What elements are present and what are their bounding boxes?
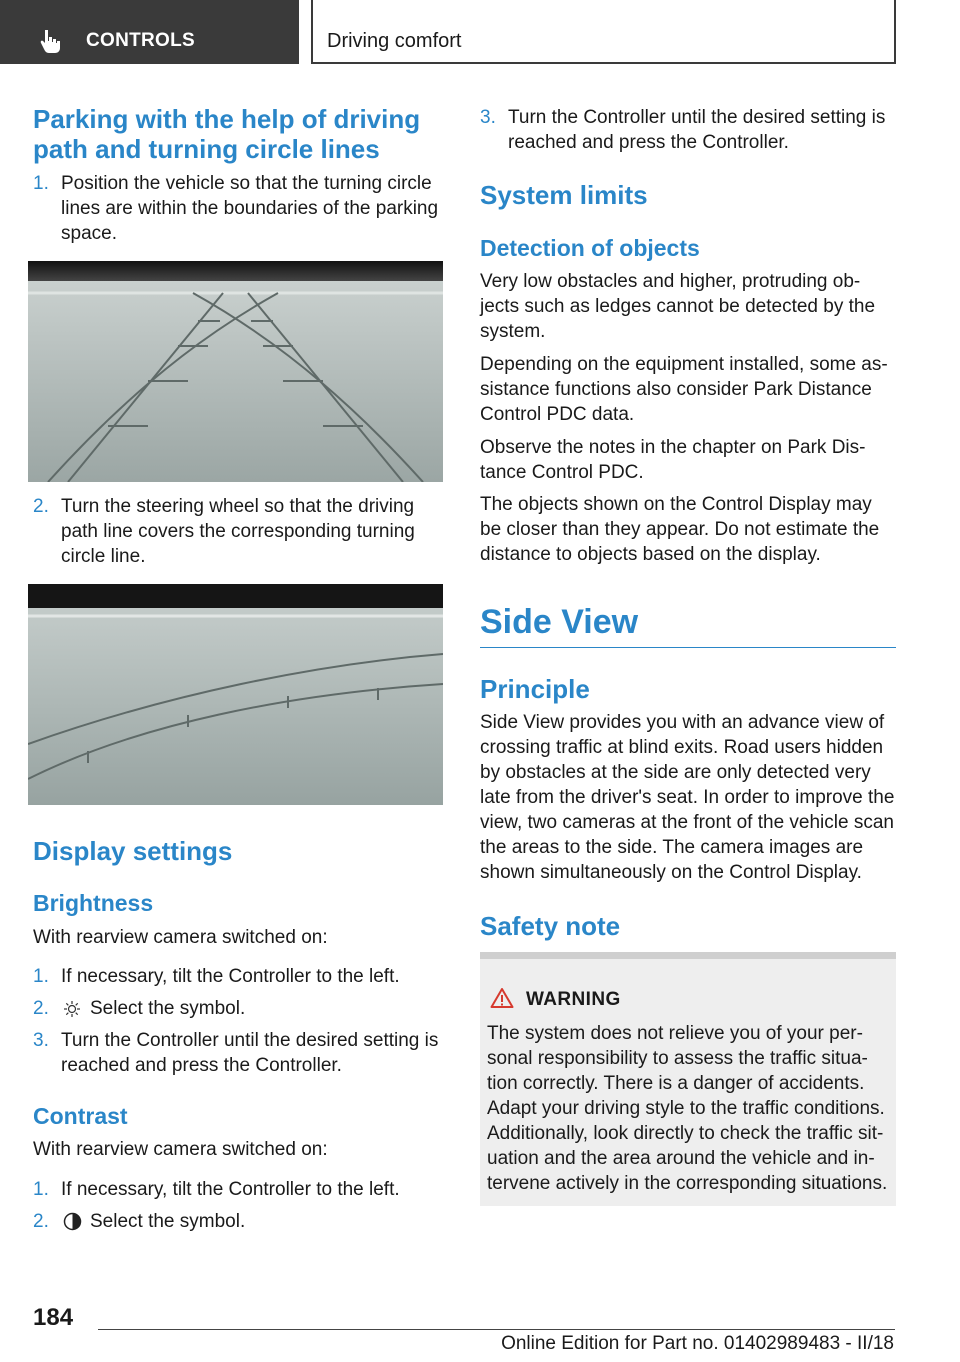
step-text: Select the symbol. — [90, 1211, 246, 1232]
contrast-icon — [63, 1212, 82, 1231]
text-line: tervene actively in the corresponding situations. — [487, 1173, 888, 1194]
step-number: 1. — [33, 173, 49, 194]
step-number: 3. — [33, 1030, 49, 1051]
chapter-title: Driving comfort — [327, 30, 462, 52]
text-line: Very low obstacles and higher, protruding ob- — [480, 271, 861, 292]
text-line: Additionally, look directly to check the traffic sit- — [487, 1123, 884, 1144]
heading-principle: Principle — [480, 674, 590, 704]
step-number: 2. — [33, 998, 49, 1019]
warning-title: WARNING — [526, 989, 621, 1010]
heading-contrast: Contrast — [33, 1103, 128, 1129]
text-line: distance to objects based on the display. — [480, 544, 821, 565]
chapter-header — [311, 0, 896, 64]
step-text — [61, 1028, 438, 1078]
step-number: 3. — [480, 107, 496, 128]
brightness-icon — [63, 1000, 81, 1018]
step-text — [508, 105, 885, 155]
heading-safety-note: Safety note — [480, 911, 621, 941]
paragraph — [480, 352, 896, 427]
step-text — [61, 171, 438, 246]
step-text: If necessary, tilt the Controller to the left. — [61, 1179, 400, 1200]
heading-line: path and turning circle lines — [33, 134, 380, 164]
text-line: sistance functions also consider Park Distance — [480, 379, 872, 400]
camera-illustration — [28, 261, 443, 482]
heading-line: Parking with the help of driving — [33, 104, 421, 134]
page-number: 184 — [33, 1304, 74, 1331]
heading-rule — [480, 647, 896, 648]
warning-text — [487, 1021, 891, 1196]
edition-note: Online Edition for Part no. 01402989483 - II/18 — [501, 1333, 894, 1354]
camera-image-turning-lines — [28, 261, 443, 482]
text-line: sonal responsibility to assess the traffic situa- — [487, 1048, 868, 1069]
heading-detection: Detection of objects — [480, 235, 700, 261]
text-line: Adapt your driving style to the traffic conditions. — [487, 1098, 885, 1119]
heading-system-limits: System limits — [480, 180, 648, 210]
step-number: 2. — [33, 496, 49, 517]
hand-pointer-icon — [40, 28, 64, 54]
footer-rule — [98, 1329, 895, 1330]
text-line: Side View provides you with an advance view of — [480, 712, 885, 733]
text-line: the areas to the side. The camera images are — [480, 837, 864, 858]
step-number: 1. — [33, 966, 49, 987]
section-label: CONTROLS — [86, 30, 196, 51]
text-line: circle line. — [61, 546, 146, 567]
paragraph — [480, 710, 900, 885]
text-line: reached and press the Controller. — [508, 132, 789, 153]
section-heading — [33, 104, 420, 164]
text-line: be closer than they appear. Do not estimate the — [480, 519, 880, 540]
text-line: Position the vehicle so that the turning circle — [61, 173, 432, 194]
section-tab — [0, 0, 299, 64]
text-line: space. — [61, 223, 117, 244]
camera-illustration — [28, 584, 443, 805]
text-line: Depending on the equipment installed, some as- — [480, 354, 888, 375]
text-line: reached and press the Controller. — [61, 1055, 342, 1076]
step-text: Select the symbol. — [90, 998, 246, 1019]
paragraph: With rearview camera switched on: — [33, 1139, 328, 1160]
text-line: lines are within the boundaries of the parking — [61, 198, 439, 219]
step-text: If necessary, tilt the Controller to the left. — [61, 966, 400, 987]
text-line: shown simultaneously on the Control Display. — [480, 862, 862, 883]
text-line: Turn the Controller until the desired setting is — [508, 107, 886, 128]
text-line: late from the driver's seat. In order to improve the — [480, 787, 895, 808]
text-line: jects such as ledges cannot be detected by the — [480, 296, 876, 317]
text-line: The objects shown on the Control Display may — [480, 494, 872, 515]
text-line: by obstacles at the side are only detected very — [480, 762, 871, 783]
text-line: path line covers the corresponding turning — [61, 521, 415, 542]
text-line: The system does not relieve you of your per- — [487, 1023, 863, 1044]
paragraph — [480, 269, 896, 344]
warning-triangle-icon — [490, 987, 514, 1009]
heading-display-settings: Display settings — [33, 836, 233, 866]
step-text — [61, 494, 415, 569]
text-line: Observe the notes in the chapter on Park Dis- — [480, 437, 866, 458]
text-line: uation and the area around the vehicle and in- — [487, 1148, 875, 1169]
step-number: 2. — [33, 1211, 49, 1232]
paragraph — [480, 435, 896, 485]
text-line: Control PDC data. — [480, 404, 635, 425]
text-line: system. — [480, 321, 546, 342]
heading-brightness: Brightness — [33, 890, 154, 916]
text-line: tance Control PDC. — [480, 462, 644, 483]
text-line: tion correctly. There is a danger of accidents. — [487, 1073, 865, 1094]
text-line: crossing traffic at blind exits. Road users hidden — [480, 737, 884, 758]
paragraph: With rearview camera switched on: — [33, 927, 328, 948]
text-line: Turn the Controller until the desired setting is — [61, 1030, 439, 1051]
text-line: view, two cameras at the front of the vehicle scan — [480, 812, 894, 833]
step-number: 1. — [33, 1179, 49, 1200]
warning-box — [480, 952, 896, 1206]
paragraph — [480, 492, 896, 567]
camera-image-driving-path — [28, 584, 443, 805]
chapter-heading-side-view: Side View — [480, 603, 639, 641]
text-line: Turn the steering wheel so that the driving — [61, 496, 415, 517]
